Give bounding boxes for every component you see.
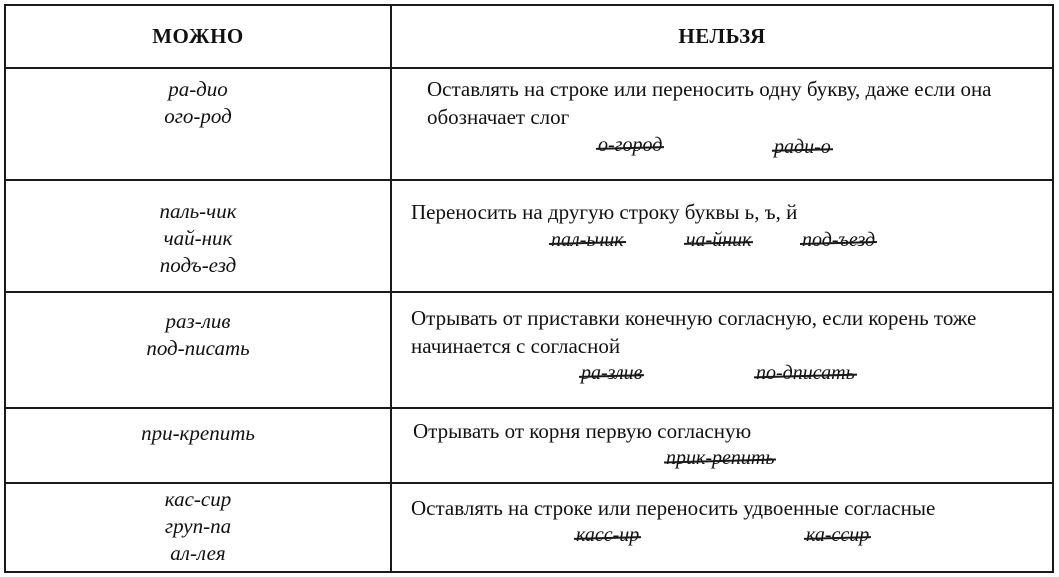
wrong-example: под-ъезд: [802, 229, 875, 252]
allowed-cell: [6, 198, 390, 279]
allowed-example: ого-род: [164, 104, 232, 128]
allowed-example: под-писать: [146, 336, 250, 360]
allowed-example: кас-сир: [164, 487, 232, 511]
allowed-example: раз-лив: [165, 309, 231, 333]
wrong-example: ра-злив: [581, 362, 642, 385]
row-divider: [6, 291, 1052, 293]
rule-text: Переносить на другую строку буквы ь, ъ, й: [411, 200, 798, 224]
header-forbidden: НЕЛЬЗЯ: [678, 24, 766, 48]
rule-text: Отрывать от приставки конечную согласную, если корень тоже начинается с согласной: [411, 306, 977, 358]
column-divider: [390, 6, 392, 571]
allowed-example: чай-ник: [163, 226, 233, 250]
row-divider: [6, 407, 1052, 409]
wrong-example: прик-репить: [666, 447, 774, 470]
wrong-example: о-город: [598, 134, 662, 157]
allowed-cell: [6, 76, 390, 130]
allowed-cell: [6, 420, 390, 447]
allowed-example: ра-дио: [168, 77, 228, 101]
allowed-example: груп-па: [164, 514, 232, 538]
hyphenation-rules-table: [4, 4, 1054, 573]
header-allowed: МОЖНО: [152, 24, 244, 48]
rule-text: Оставлять на строке или переносить удвоенные согласные: [411, 496, 936, 520]
wrong-example: пал-ьчик: [551, 229, 624, 252]
allowed-cell: [6, 486, 390, 567]
row-divider: [6, 179, 1052, 181]
allowed-cell: [6, 308, 390, 362]
allowed-example: паль-чик: [159, 199, 237, 223]
wrong-example: касс-ир: [576, 524, 639, 547]
wrong-example: ча-йник: [686, 229, 751, 252]
rule-text: Отрывать от корня первую согласную: [413, 419, 752, 443]
allowed-example: при-крепить: [141, 421, 255, 445]
row-divider: [6, 67, 1052, 69]
allowed-example: ал-лея: [170, 541, 226, 565]
wrong-example: ка-ссир: [806, 524, 869, 547]
wrong-example: ради-о: [774, 136, 831, 159]
rule-text: Оставлять на строке или переносить одну букву, даже если она обозначает слог: [427, 77, 992, 129]
allowed-example: подъ-езд: [159, 253, 237, 277]
row-divider: [6, 482, 1052, 484]
wrong-example: по-дписать: [756, 362, 855, 385]
